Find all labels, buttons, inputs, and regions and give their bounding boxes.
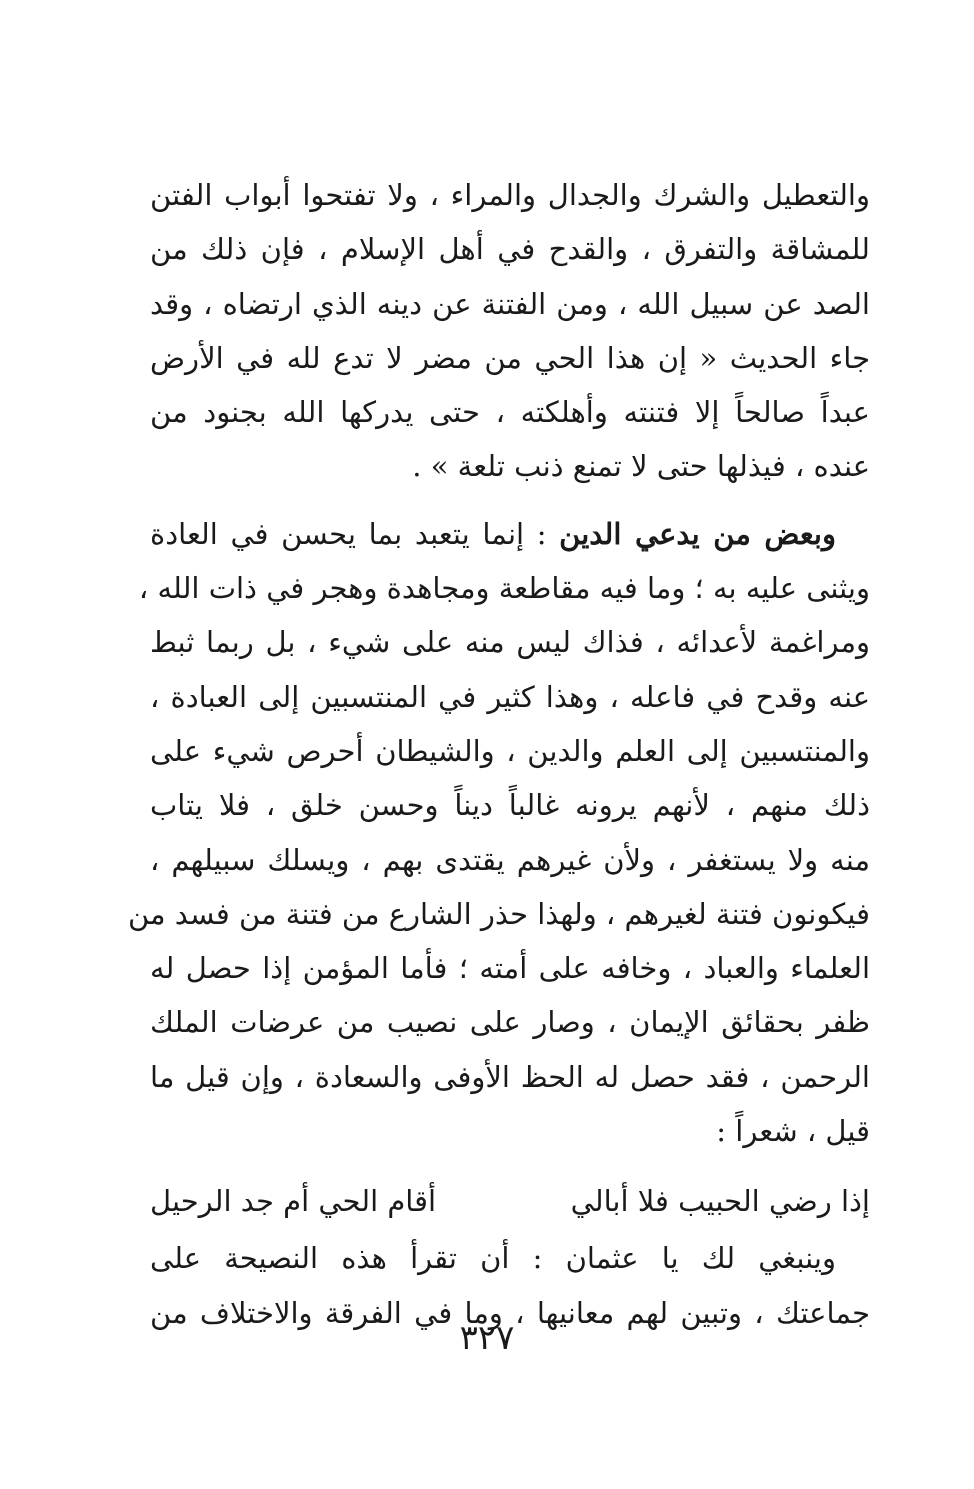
text-line: الرحمن ، فقد حصل له الحظ الأوفى والسعادة ، وإن قيل ما	[150, 1059, 870, 1094]
page-number: ٣٢٧	[459, 1318, 515, 1358]
text-line: ويثنى عليه به ؛ وما فيه مقاطعة ومجاهدة وهجر في ذات الله ،	[138, 571, 870, 606]
text-line: وينبغي لك يا عثمان : أن تقرأ هذه النصيحة على	[150, 1241, 836, 1276]
text-line: والتعطيل والشرك والجدال والمراء ، ولا تفتحوا أبواب الفتن	[150, 178, 870, 212]
text-line: ذلك منهم ، لأنهم يرونه غالباً ديناً وحسن خلق ، فلا يتاب	[150, 788, 870, 823]
paragraph-1	[150, 168, 870, 494]
bold-lead-phrase: وبعض من يدعي الدين	[559, 516, 836, 551]
verse-first-hemistich: إذا رضي الحبيب فلا أبالي	[570, 1184, 870, 1219]
text-line: عبداً صالحاً إلا فتنته وأهلكته ، حتى يدركها الله بجنود من	[150, 395, 870, 430]
text-line: قيل ، شعراً :	[716, 1114, 870, 1149]
main-text	[127, 168, 871, 1340]
text-line: الصد عن سبيل الله ، ومن الفتنة عن دينه الذي ارتضاه ، وقد	[150, 286, 870, 321]
text-line: فيكونون فتنة لغيرهم ، ولهذا حذر الشارع من فتنة من فسد من	[127, 896, 870, 931]
text-line: ظفر بحقائق الإيمان ، وصار على نصيب من عرضات الملك	[150, 1005, 870, 1040]
text-line: والمنتسبين إلى العلم والدين ، والشيطان أحرص شيء على	[150, 733, 870, 768]
text-line: العلماء والعباد ، وخافه على أمته ؛ فأما المؤمن إذا حصل له	[150, 951, 871, 986]
verse-second-hemistich: أقام الحي أم جد الرحيل	[150, 1184, 437, 1219]
text-line: ومراغمة لأعدائه ، فذاك ليس منه على شيء ، بل ربما ثبط	[150, 625, 870, 660]
text-line: عنه وقدح في فاعله ، وهذا كثير في المنتسبين إلى العبادة ،	[150, 679, 870, 714]
text-line	[150, 507, 870, 561]
text-line: للمشاقة والتفرق ، والقدح في أهل الإسلام ، فإن ذلك من	[150, 232, 870, 267]
text-line: منه ولا يستغفر ، ولأن غيرهم يقتدى بهم ، ويسلك سبيلهم ،	[150, 842, 870, 877]
paragraph-2	[127, 507, 871, 1159]
text-line: جماعتك ، وتبين لهم معانيها ، وما في الفرقة والاختلاف من	[150, 1295, 870, 1330]
poetry-verse	[150, 1171, 870, 1231]
text-span: : إنما يتعبد بما يحسن في العادة	[150, 516, 560, 551]
text-line: عنده ، فيذلها حتى لا تمنع ذنب تلعة » .	[412, 449, 870, 484]
text-line: جاء الحديث « إن هذا الحي من مضر لا تدع لله في الأرض	[150, 340, 870, 375]
